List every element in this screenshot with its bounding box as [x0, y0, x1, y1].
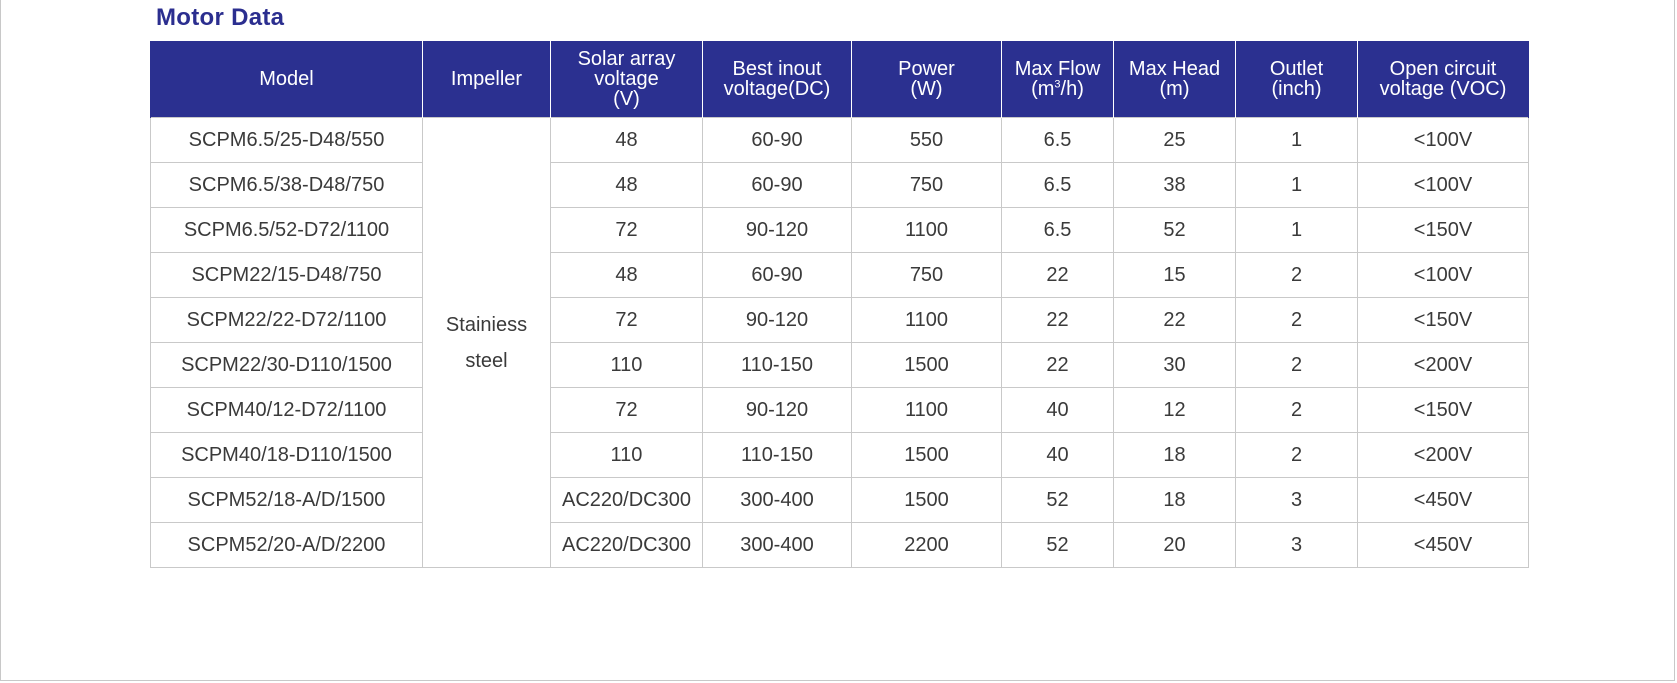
cell-power: 1500: [852, 433, 1002, 478]
cell-solar-voltage: 48: [551, 163, 703, 208]
header-solar-array-voltage: Solar array voltage (V): [551, 41, 703, 118]
cell-voc: <200V: [1358, 343, 1529, 388]
cell-outlet: 3: [1236, 523, 1358, 568]
cell-power: 1100: [852, 298, 1002, 343]
table-row: [151, 523, 1529, 568]
cell-best-voltage: 90-120: [703, 208, 852, 253]
table-row: [151, 388, 1529, 433]
cell-outlet: 1: [1236, 208, 1358, 253]
cell-best-voltage: 300-400: [703, 478, 852, 523]
cell-solar-voltage: 72: [551, 208, 703, 253]
cell-voc: <150V: [1358, 298, 1529, 343]
cell-voc: <450V: [1358, 478, 1529, 523]
cell-best-voltage: 300-400: [703, 523, 852, 568]
cell-max-flow: 40: [1002, 433, 1114, 478]
cell-voc: <150V: [1358, 208, 1529, 253]
table-row: [151, 118, 1529, 163]
cell-max-head: 15: [1114, 253, 1236, 298]
table-row: [151, 253, 1529, 298]
cell-model: SCPM6.5/52-D72/1100: [151, 208, 423, 253]
cell-model: SCPM22/30-D110/1500: [151, 343, 423, 388]
cell-max-flow: 52: [1002, 523, 1114, 568]
cell-voc: <200V: [1358, 433, 1529, 478]
cell-max-flow: 40: [1002, 388, 1114, 433]
cell-outlet: 1: [1236, 118, 1358, 163]
header-max-head: Max Head (m): [1114, 41, 1236, 118]
cell-voc: <150V: [1358, 388, 1529, 433]
cell-outlet: 2: [1236, 298, 1358, 343]
table-row: [151, 163, 1529, 208]
header-max-flow: Max Flow $(m^3/h)$: [1002, 41, 1114, 118]
cell-max-flow: 22: [1002, 343, 1114, 388]
cell-best-voltage: 60-90: [703, 118, 852, 163]
cell-best-voltage: 90-120: [703, 298, 852, 343]
cell-max-head: 25: [1114, 118, 1236, 163]
cell-outlet: 2: [1236, 253, 1358, 298]
cell-best-voltage: 110-150: [703, 433, 852, 478]
table-row: [151, 343, 1529, 388]
cell-power: 1500: [852, 478, 1002, 523]
cell-voc: <100V: [1358, 118, 1529, 163]
cell-solar-voltage: 72: [551, 388, 703, 433]
header-power: Power (W): [852, 41, 1002, 118]
cell-max-head: 52: [1114, 208, 1236, 253]
cell-solar-voltage: AC220/DC300: [551, 478, 703, 523]
cell-impeller-material: Stainiess steel: [423, 118, 551, 568]
header-open-circuit-voltage: Open circuit voltage (VOC): [1358, 41, 1529, 118]
cell-model: SCPM52/20-A/D/2200: [151, 523, 423, 568]
header-best-input-voltage: Best inout voltage(DC): [703, 41, 852, 118]
cell-outlet: 2: [1236, 433, 1358, 478]
cell-solar-voltage: 110: [551, 433, 703, 478]
cell-outlet: 1: [1236, 163, 1358, 208]
cell-max-head: 12: [1114, 388, 1236, 433]
cell-max-head: 38: [1114, 163, 1236, 208]
motor-data-table: [150, 41, 1529, 568]
cell-max-head: 20: [1114, 523, 1236, 568]
cell-model: SCPM22/22-D72/1100: [151, 298, 423, 343]
section-title: Motor Data: [156, 4, 285, 31]
cell-max-flow: 52: [1002, 478, 1114, 523]
cell-power: 750: [852, 163, 1002, 208]
cell-best-voltage: 60-90: [703, 253, 852, 298]
cell-power: 550: [852, 118, 1002, 163]
cell-best-voltage: 90-120: [703, 388, 852, 433]
cell-outlet: 3: [1236, 478, 1358, 523]
cell-model: SCPM40/12-D72/1100: [151, 388, 423, 433]
cell-max-flow: 6.5: [1002, 118, 1114, 163]
cell-max-flow: 22: [1002, 253, 1114, 298]
header-model: Model: [151, 41, 423, 118]
header-outlet: Outlet (inch): [1236, 41, 1358, 118]
cell-model: SCPM6.5/38-D48/750: [151, 163, 423, 208]
header-impeller: Impeller: [423, 41, 551, 118]
cell-voc: <100V: [1358, 253, 1529, 298]
cell-model: SCPM52/18-A/D/1500: [151, 478, 423, 523]
cell-model: SCPM40/18-D110/1500: [151, 433, 423, 478]
cell-best-voltage: 60-90: [703, 163, 852, 208]
cell-outlet: 2: [1236, 343, 1358, 388]
table-row: [151, 208, 1529, 253]
cell-max-head: 18: [1114, 478, 1236, 523]
cell-power: 2200: [852, 523, 1002, 568]
cell-power: 1100: [852, 208, 1002, 253]
cell-model: SCPM22/15-D48/750: [151, 253, 423, 298]
cell-model: SCPM6.5/25-D48/550: [151, 118, 423, 163]
cell-power: 1500: [852, 343, 1002, 388]
cell-solar-voltage: 72: [551, 298, 703, 343]
cell-solar-voltage: 48: [551, 118, 703, 163]
table-row: [151, 433, 1529, 478]
cell-power: 1100: [852, 388, 1002, 433]
cell-outlet: 2: [1236, 388, 1358, 433]
table-row: [151, 478, 1529, 523]
header-row: [151, 41, 1529, 118]
cell-max-head: 18: [1114, 433, 1236, 478]
cell-power: 750: [852, 253, 1002, 298]
cell-solar-voltage: AC220/DC300: [551, 523, 703, 568]
cell-max-head: 22: [1114, 298, 1236, 343]
cell-best-voltage: 110-150: [703, 343, 852, 388]
cell-voc: <450V: [1358, 523, 1529, 568]
cell-max-flow: 6.5: [1002, 163, 1114, 208]
cell-max-head: 30: [1114, 343, 1236, 388]
cell-voc: <100V: [1358, 163, 1529, 208]
cell-solar-voltage: 110: [551, 343, 703, 388]
cell-solar-voltage: 48: [551, 253, 703, 298]
cell-max-flow: 22: [1002, 298, 1114, 343]
cell-max-flow: 6.5: [1002, 208, 1114, 253]
table-row: [151, 298, 1529, 343]
